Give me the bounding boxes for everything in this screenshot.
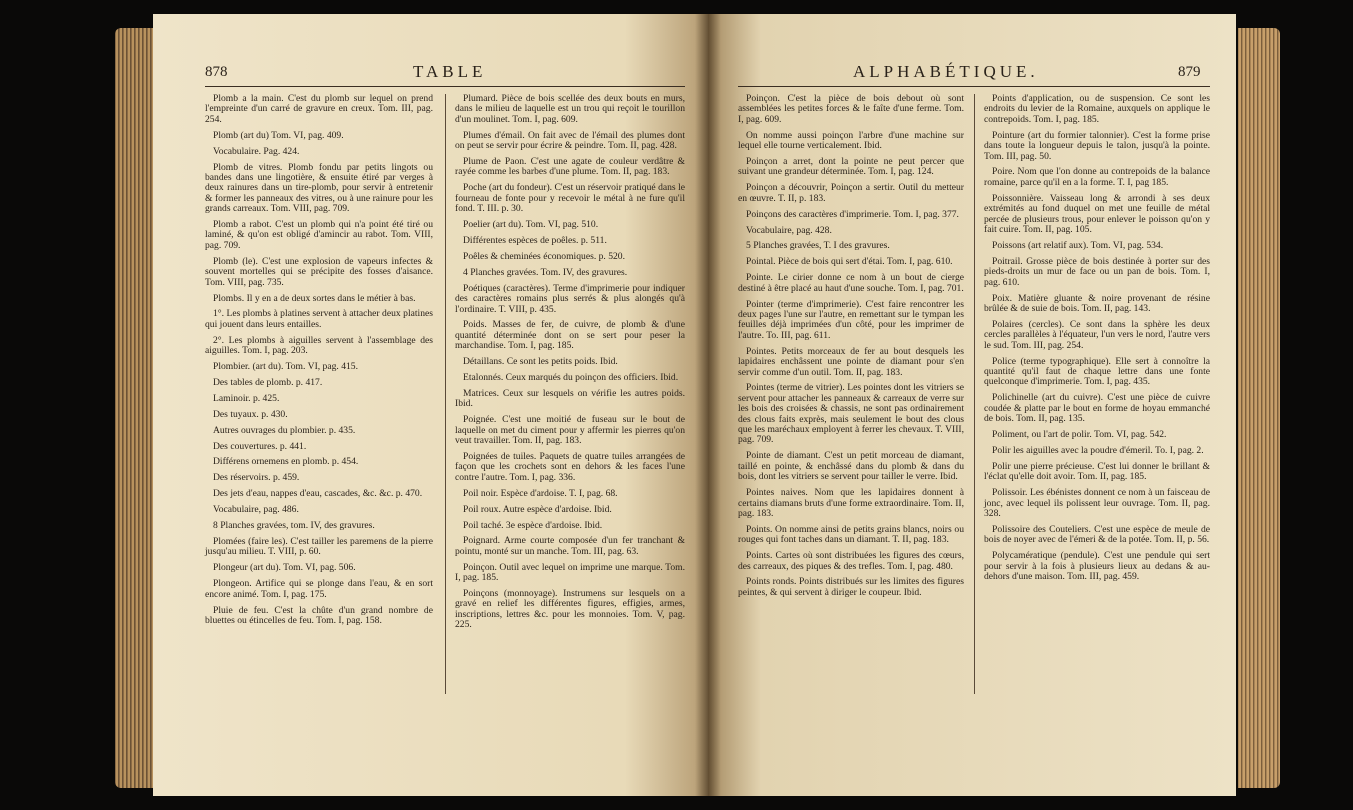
index-entry: Police (terme typographique). Elle sert à connoître la quantité qu'il faut de chaque lettre dans une fonte quelconque d'imprimerie. Tom. I, pag. 435. (984, 355, 1210, 388)
page-number: 878 (205, 64, 228, 80)
index-entry: Poignée. C'est une moitié de fuseau sur le bout de laquelle on met du ciment pour y affermir les pierres qu'on veut travailler. Tom. II, pag. 183. (455, 414, 685, 447)
index-entry: On nomme aussi poinçon l'arbre d'une machine sur lequel elle tourne verticalement. Ibid. (738, 129, 964, 152)
index-entry: Polichinelle (art du cuivre). C'est une pièce de cuivre coudée & platte par le bout en forme de hoyau emmanché de bois. Tom. II, pag. 135. (984, 392, 1210, 425)
index-entry: Poignard. Arme courte composée d'un fer tranchant & pointu, monté sur un manche. Tom. III, pag. 63. (455, 535, 685, 557)
index-entry: Poinçon a découvrir, Poinçon a sertir. Outil du metteur en œuvre. T. II, p. 183. (738, 182, 964, 204)
index-entry: Pointal. Pièce de bois qui sert d'étai. Tom. I, pag. 610. (746, 256, 953, 268)
index-entry: Plume de Paon. C'est une agate de couleur verdâtre & rayée comme les barbes d'une plume. Tom. II, pag. 183. (455, 156, 685, 178)
index-entry: Vocabulaire, pag. 486. (213, 504, 299, 516)
index-entry: Poil taché. 3e espèce d'ardoise. Ibid. (463, 519, 603, 531)
index-entry: Matrices. Ceux sur lesquels on vérifie les autres poids. Ibid. (455, 387, 685, 410)
header-rule (738, 86, 1210, 87)
index-entry: Pointe de diamant. C'est un petit morceau de diamant, taillé en pointe, & enchâssé dans du plomb & dans du bois, dont les vitriers se servent pour tailler le verre. Ibid. (738, 450, 964, 483)
index-entry: Plomb de vitres. Plomb fondu par petits lingots ou bandes dans une lingotière, & ensuite étiré par verges à deux rainures dans un tire-plomb, pour servir à entretenir & former les panneaux des vitres, ou à une rainure pour les grands carreaux. Tom. VIII, pag. 709. (205, 161, 433, 215)
right-page (708, 14, 1236, 796)
index-entry: Plomb a rabot. C'est un plomb qui n'a point été tiré ou laminé, & qu'on est obligé d'amincir au rabot. Tom. VIII, pag. 709. (205, 219, 433, 251)
index-entry: Pointes naives. Nom que les lapidaires donnent à certains diamans bruts d'une forme extraordinaire. Tom. II, pag. 183. (738, 487, 964, 519)
index-entry: Détaillans. Ce sont les petits poids. Ibid. (463, 356, 618, 368)
index-entry: Polissoir. Les ébénistes donnent ce nom à un faisceau de jonc, avec lequel ils polissent leur ouvrage. Tom. II, pag. 328. (984, 487, 1210, 519)
index-entry: Points. On nomme ainsi de petits grains blancs, noirs ou rouges qui font taches dans un diamant. T. II, pag. 183. (738, 523, 964, 546)
index-entry: Plomb a la main. C'est du plomb sur lequel on prend l'empreinte d'un carré de gravure en creux. Tom. III, pag. 254. (205, 93, 433, 125)
index-entry: Plombier. (art du). Tom. VI, pag. 415. (213, 361, 358, 373)
index-entry: Des tuyaux. p. 430. (213, 408, 288, 420)
index-entry: Différens ornemens en plomb. p. 454. (213, 456, 359, 468)
index-entry: Vocabulaire, pag. 428. (746, 224, 832, 236)
text-column-right (984, 94, 1210, 588)
index-entry: 5 Planches gravées, T. I des gravures. (746, 240, 890, 252)
index-entry: 2°. Les plombs à aiguilles servent à l'assemblage des aiguilles. Tom. I, pag. 203. (205, 334, 433, 357)
index-entry: Pointes (terme de vitrier). Les pointes dont les vitriers se servent pour attacher les panneaux & carreaux de verre sur les bois des croisées & chassis, ne sont pas ordinairement des clous faits exprès, mais seulement le bout des clous que les maréchaux employent à ferrer les chevaux. T. VIII, pag. 709. (738, 382, 964, 446)
index-entry: Polir une pierre précieuse. C'est lui donner le brillant & l'éclat qu'elle doit avoir. Tom. II, pag. 185. (984, 460, 1210, 483)
index-entry: 4 Planches gravées. Tom. IV, des gravures. (463, 266, 628, 278)
text-column-left (738, 94, 964, 604)
index-entry: Poissonnière. Vaisseau long & arrondi à ses deux extrémités au fond duquel on met une feuille de métal percée de plusieurs trous, pour enlever le poisson qu'on y fait cuire. Tom. II, pag. 105. (984, 192, 1210, 235)
index-entry: Poinçon a arret, dont la pointe ne peut percer que suivant une grandeur déterminée. Tom. I, pag. 124. (738, 156, 964, 178)
book-gutter (695, 14, 721, 796)
index-entry: Des couvertures. p. 441. (213, 440, 307, 452)
index-entry: 1°. Les plombs à platines servent à attacher deux platines qui jouent dans leurs entailles. (205, 308, 433, 330)
page-header: TABLE (413, 62, 487, 81)
index-entry: Des réservoirs. p. 459. (213, 472, 300, 484)
index-entry: Poinçons des caractères d'imprimerie. Tom. I, pag. 377. (746, 208, 959, 220)
page-number: 879 (1178, 64, 1201, 80)
index-entry: Poire. Nom que l'on donne au contrepoids de la balance romaine, parce qu'il en a la forme. T. I, pag 185. (984, 166, 1210, 188)
index-entry: Plongeon. Artifice qui se plonge dans l'eau, & en sort encore animé. Tom. I, pag. 175. (205, 578, 433, 600)
index-entry: Poissons (art relatif aux). Tom. VI, pag. 534. (992, 239, 1164, 251)
index-entry: Vocabulaire. Pag. 424. (213, 145, 300, 157)
index-entry: Points. Cartes où sont distribuées les figures des cœurs, des carreaux, des piques & des trefles. Tom. I, pag. 480. (738, 550, 964, 572)
index-entry: Poignées de tuiles. Paquets de quatre tuiles arrangées de façon que les crochets sont en dehors & les faces l'une contre l'autre. Tom. I, pag. 336. (455, 450, 685, 483)
index-entry: Polaires (cercles). Ce sont dans la sphère les deux cercles parallèles à l'équateur, l'un vers le nord, l'autre vers le sud. Tom. III, pag. 254. (984, 318, 1210, 351)
index-entry: Poitrail. Grosse pièce de bois destinée à porter sur des pieds-droits un mur de face ou un pan de bois. Tom. I, pag. 610. (984, 255, 1210, 288)
column-divider (445, 94, 446, 694)
book-edge-left (115, 28, 155, 788)
index-entry: Poliment, ou l'art de polir. Tom. VI, pag. 542. (992, 428, 1167, 440)
index-entry: Poétiques (caractères). Terme d'imprimerie pour indiquer des caractères romains plus serrés & plus alongés qu'à l'ordinaire. T. VIII, p. 435. (455, 282, 685, 315)
book-edge-right (1238, 28, 1280, 788)
open-book (115, 10, 1280, 800)
text-column-right (455, 94, 685, 636)
index-entry: Etalonnés. Ceux marqués du poinçon des officiers. Ibid. (463, 372, 679, 384)
index-entry: Pluie de feu. C'est la chûte d'un grand nombre de bluettes ou étincelles de feu. Tom. I, pag. 158. (205, 604, 433, 626)
index-entry: Poelier (art du). Tom. VI, pag. 510. (463, 219, 599, 231)
index-entry: Différentes espèces de poêles. p. 511. (463, 234, 607, 246)
index-entry: Pointer (terme d'imprimerie). C'est faire rencontrer les deux pages l'une sur l'autre, en remettant sur le tympan les feuilles déjà imprimées d'un côté, pour les imprimer de l'autre. To. III, pag. 611. (738, 298, 964, 341)
index-entry: Des jets d'eau, nappes d'eau, cascades, &c. &c. p. 470. (213, 488, 423, 500)
index-entry: Points ronds. Points distribués sur les limites des figures peintes, & qui servent à diriger le coupeur. Ibid. (738, 576, 964, 598)
index-entry: Poinçon. Outil avec lequel on imprime une marque. Tom. I, pag. 185. (455, 561, 685, 584)
index-entry: Laminoir. p. 425. (213, 392, 280, 404)
index-entry: Pointes. Petits morceaux de fer au bout desquels les lapidaires enchâssent une pointe de diamant pour s'en servir comme d'un outil. Tom. II, pag. 183. (738, 345, 964, 378)
index-entry: Polycamératique (pendule). C'est une pendule qui sert pour servir à la fois à plusieurs lieux au dedans & au-dehors d'une maison. Tom. III, pag. 459. (984, 550, 1210, 582)
index-entry: Plomées (faire les). C'est tailler les paremens de la pierre jusqu'au milieu. T. VIII, p. 60. (205, 536, 433, 558)
index-entry: Plongeur (art du). Tom. VI, pag. 506. (213, 562, 356, 574)
index-entry: Plumes d'émail. On fait avec de l'émail des plumes dont on peut se servir pour écrire & peindre. Tom. II, pag. 428. (455, 129, 685, 152)
index-entry: Plomb (le). C'est une explosion de vapeurs infectes & souvent mortelles qui se précipite des fosses d'aisance. Tom. VIII, pag. 735. (205, 255, 433, 288)
left-page (153, 14, 708, 796)
index-entry: Poil roux. Autre espèce d'ardoise. Ibid. (463, 503, 612, 515)
page-header: ALPHABÉTIQUE. (853, 62, 1039, 81)
header-rule (205, 86, 685, 87)
column-divider (974, 94, 975, 694)
index-entry: Poinçons (monnoyage). Instrumens sur lesquels on a gravé en relief les différentes figures, effigies, armes, inscriptions, lettres &c. pour les monnoies. Tom. V, pag. 225. (455, 588, 685, 631)
index-entry: Poil noir. Espèce d'ardoise. T. I, pag. 68. (463, 487, 618, 499)
index-entry: Polir les aiguilles avec la poudre d'émeril. To. I, pag. 2. (992, 444, 1204, 456)
index-entry: Poêles & cheminées économiques. p. 520. (463, 250, 625, 262)
index-entry: Plumard. Pièce de bois scellée des deux bouts en murs, dans le milieu de laquelle est un trou qui reçoit le tourillon d'un moulinet. Tom. I, pag. 609. (455, 93, 685, 125)
index-entry: Poids. Masses de fer, de cuivre, de plomb & d'une quantité déterminée dont on se sert pour peser la marchandise. Tom. I, pag. 185. (455, 319, 685, 352)
index-entry: Points d'application, ou de suspension. Ce sont les endroits du levier de la Romaine, auxquels on applique le contrepoids. Tom. I, pag. 185. (984, 93, 1210, 125)
index-entry: Poche (art du fondeur). C'est un réservoir pratiqué dans le fourneau de fonte pour y recevoir le métal à ne fure qu'il fond. T. III. p. 30. (455, 182, 685, 215)
text-column-left (205, 94, 433, 632)
index-entry: Des tables de plomb. p. 417. (213, 376, 323, 388)
index-entry: 8 Planches gravées, tom. IV, des gravures. (213, 520, 375, 532)
index-entry: Autres ouvrages du plombier. p. 435. (213, 424, 356, 436)
index-entry: Polissoire des Couteliers. C'est une espèce de meule de bois de noyer avec de l'émeri & de la potée. Tom. II, p. 56. (984, 523, 1210, 546)
index-entry: Pointure (art du formier talonnier). C'est la forme prise dans toute la longueur depuis le talon, jusqu'à la pointe. Tom. III, pag. 50. (984, 129, 1210, 162)
index-entry: Pointe. Le cirier donne ce nom à un bout de cierge destiné à être placé au haut d'une souche. Tom. I, pag. 701. (738, 272, 964, 294)
index-entry: Plombs. Il y en a de deux sortes dans le métier à bas. (213, 292, 416, 304)
index-entry: Poinçon. C'est la pièce de bois debout où sont assemblées les petites forces & le faîte d'une ferme. Tom. I, pag. 609. (738, 93, 964, 125)
index-entry: Plomb (art du) Tom. VI, pag. 409. (213, 129, 344, 141)
index-entry: Poix. Matière gluante & noire provenant de résine brûlée & de suie de bois. Tom. II, pag. 143. (984, 292, 1210, 314)
